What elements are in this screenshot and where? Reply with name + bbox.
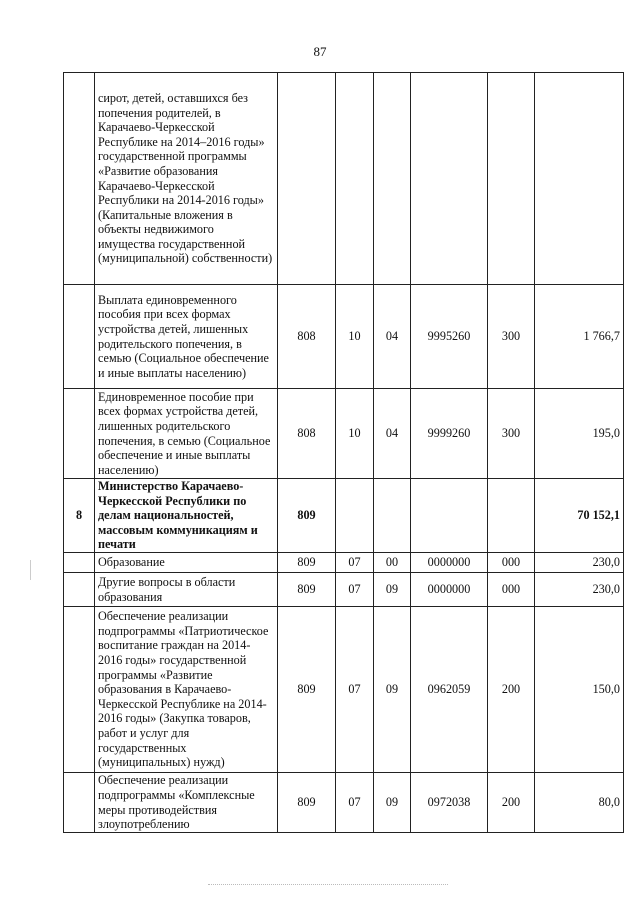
section-code: 07	[336, 607, 374, 773]
target-article-code: 0000000	[411, 573, 488, 607]
row-sum: 230,0	[535, 553, 624, 573]
row-sum: 195,0	[535, 389, 624, 479]
subsection-code	[374, 73, 411, 285]
row-number	[64, 573, 95, 607]
row-number: 8	[64, 479, 95, 553]
target-article-code	[411, 73, 488, 285]
table-row	[64, 573, 624, 607]
row-sum: 70 152,1	[535, 479, 624, 553]
ministry-code: 809	[278, 773, 336, 833]
table-row	[64, 607, 624, 773]
table-row	[64, 553, 624, 573]
subsection-code: 09	[374, 607, 411, 773]
ministry-code: 809	[278, 553, 336, 573]
section-code	[336, 73, 374, 285]
row-sum: 150,0	[535, 607, 624, 773]
expense-type-code: 200	[488, 773, 535, 833]
row-name: Выплата единовременного пособия при всех формах устройства детей, лишенных родительского попечения, в семью (Социальное обеспечение и иные выплаты населению)	[95, 285, 278, 389]
target-article-code: 9999260	[411, 389, 488, 479]
row-name: сирот, детей, оставшихся без попечения родителей, в Карачаево-Черкесской Республике на 2014–2016 годы» государственной программы «Развитие образования Карачаево-Черкесской Республики на 2014-2016 годы» (Капитальные вложения в объекты недвижимого имущества государственной (муниципальной) собственности)	[95, 73, 278, 285]
row-name: Единовременное пособие при всех формах устройства детей, лишенных родительского попечения, в семью (Социальное обеспечение и иные выплаты населению)	[95, 389, 278, 479]
ministry-code: 809	[278, 479, 336, 553]
row-name: Министерство Карачаево-Черкесской Республики по делам национальностей, массовым коммуникациям и печати	[95, 479, 278, 553]
target-article-code	[411, 479, 488, 553]
row-name: Образование	[95, 553, 278, 573]
row-number	[64, 73, 95, 285]
section-code: 10	[336, 389, 374, 479]
section-code	[336, 479, 374, 553]
ministry-code: 809	[278, 607, 336, 773]
row-number	[64, 773, 95, 833]
budget-table-body	[64, 73, 624, 833]
ministry-code	[278, 73, 336, 285]
scan-bottom-mark	[208, 884, 448, 886]
expense-type-code: 000	[488, 553, 535, 573]
expense-type-code: 200	[488, 607, 535, 773]
subsection-code: 09	[374, 573, 411, 607]
table-row	[64, 285, 624, 389]
expense-type-code: 000	[488, 573, 535, 607]
expense-type-code: 300	[488, 389, 535, 479]
ministry-code: 808	[278, 389, 336, 479]
table-row	[64, 73, 624, 285]
expense-type-code	[488, 479, 535, 553]
subsection-code: 00	[374, 553, 411, 573]
row-number	[64, 285, 95, 389]
section-code: 07	[336, 573, 374, 607]
target-article-code: 0000000	[411, 553, 488, 573]
row-number	[64, 553, 95, 573]
scan-margin-mark	[30, 560, 37, 580]
row-name: Обеспечение реализации подпрограммы «Комплексные меры противодействия злоупотреблению	[95, 773, 278, 833]
page-number: 87	[313, 44, 327, 59]
row-number	[64, 389, 95, 479]
row-number	[64, 607, 95, 773]
ministry-code: 809	[278, 573, 336, 607]
expense-type-code: 300	[488, 285, 535, 389]
row-sum: 230,0	[535, 573, 624, 607]
target-article-code: 0962059	[411, 607, 488, 773]
row-sum: 80,0	[535, 773, 624, 833]
subsection-code	[374, 479, 411, 553]
target-article-code: 0972038	[411, 773, 488, 833]
row-name: Обеспечение реализации подпрограммы «Патриотическое воспитание граждан на 2014-2016 годы» государственной программы «Развитие образования в Карачаево-Черкесской Республике на 2014-2016 годы» (Закупка товаров, работ и услуг для государственных (муниципальных) нужд)	[95, 607, 278, 773]
target-article-code: 9995260	[411, 285, 488, 389]
subsection-code: 04	[374, 285, 411, 389]
section-code: 07	[336, 553, 374, 573]
row-sum: 1 766,7	[535, 285, 624, 389]
expense-type-code	[488, 73, 535, 285]
subsection-code: 04	[374, 389, 411, 479]
subsection-code: 09	[374, 773, 411, 833]
row-sum	[535, 73, 624, 285]
section-code: 10	[336, 285, 374, 389]
ministry-code: 808	[278, 285, 336, 389]
table-row-ministry	[64, 479, 624, 553]
section-code: 07	[336, 773, 374, 833]
row-name: Другие вопросы в области образования	[95, 573, 278, 607]
table-row	[64, 773, 624, 833]
table-row	[64, 389, 624, 479]
budget-table	[63, 72, 624, 833]
